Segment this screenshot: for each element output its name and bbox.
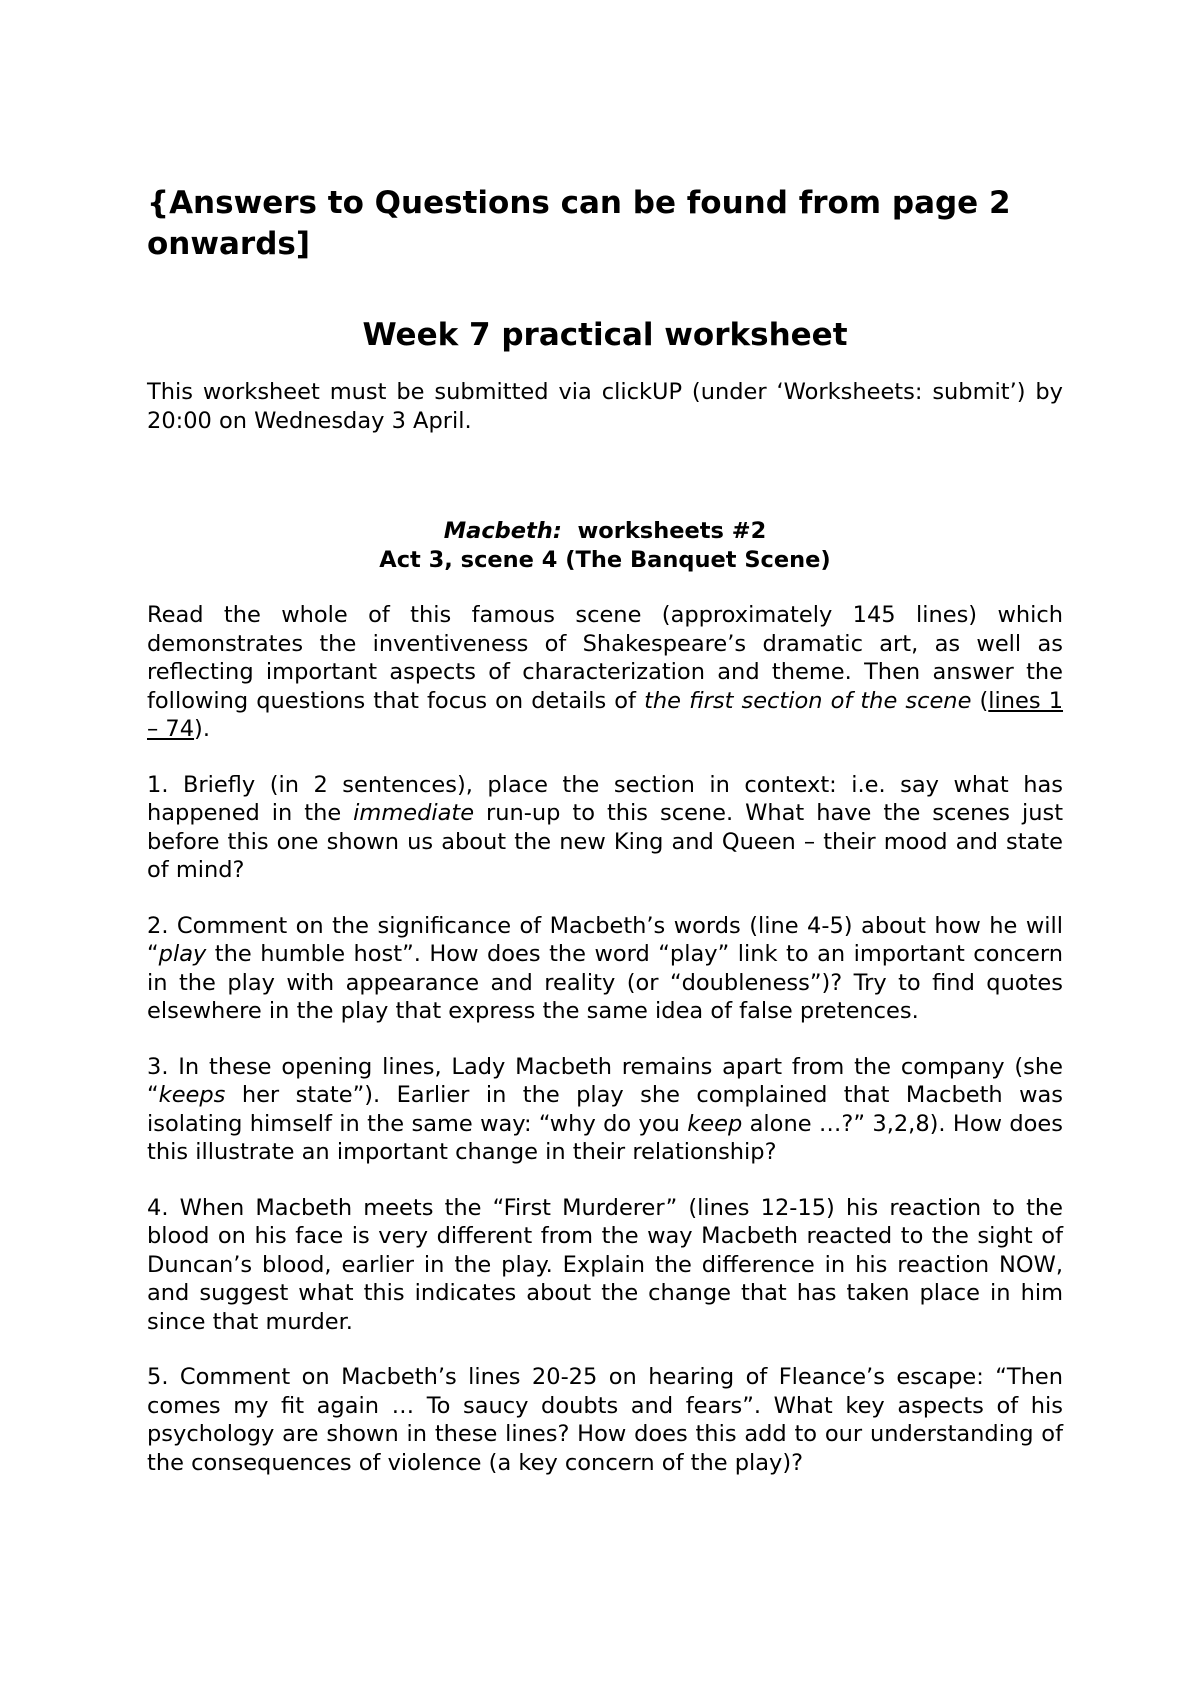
question-text: 1. Briefly (in 2 sentences), place the section in context: i.e. say what has happened in the bbox=[147, 771, 1063, 826]
question-emphasis: keep bbox=[687, 1110, 743, 1137]
question-text: her state”). Earlier in the play she complained that Macbeth was isolating himself in the same way: “why do you bbox=[147, 1082, 1063, 1137]
work-title: Macbeth: bbox=[443, 518, 562, 544]
worksheet-page bbox=[147, 183, 1063, 1477]
section-heading bbox=[147, 517, 1063, 546]
question-text: 4. When Macbeth meets the “First Murderer” (lines 12-15) his reaction to the blood on his face is very different from the way Macbeth reacted to the sight of Duncan’s blood, earlier in the play. Explain the difference in his reaction NOW, and suggest what this indicates about the change that has taken place in him since that murder. bbox=[147, 1194, 1063, 1335]
question-text: alone …?” 3,2,8). How does this illustrate an important change in their relationship? bbox=[147, 1110, 1063, 1165]
instructions-text-2: ( bbox=[971, 687, 989, 714]
page-title: Week 7 practical worksheet bbox=[362, 317, 848, 353]
reading-instructions bbox=[147, 601, 1063, 744]
question-text: 3. In these opening lines, Lady Macbeth remains apart from the company (she “ bbox=[147, 1053, 1063, 1108]
question-text: run-up to this scene. What have the scenes just before this one shown us about the new King and Queen – their mood and state of mind? bbox=[147, 800, 1064, 883]
scene-heading: Act 3, scene 4 (The Banquet Scene) bbox=[379, 547, 831, 573]
question-3 bbox=[147, 1053, 1063, 1167]
question-text: the humble host”. How does the word “play” link to an important concern in the play with appearance and reality (or “doubleness”)? Try to find quotes elsewhere in the play that express the same idea of false pretences. bbox=[147, 941, 1063, 1024]
submission-instructions: This worksheet must be submitted via clickUP (under ‘Worksheets: submit’) by 20:00 on Wednesday 3 April. bbox=[147, 379, 1063, 434]
question-2 bbox=[147, 912, 1063, 1026]
question-text: 5. Comment on Macbeth’s lines 20-25 on hearing of Fleance’s escape: “Then comes my fit again … To saucy doubts and fears”. What key aspects of his psychology are shown in these lines? How does this add to our understanding of the consequences of violence (a key concern of the play)? bbox=[147, 1364, 1063, 1476]
question-list bbox=[147, 771, 1063, 1478]
instructions-emphasis: the first section of the scene bbox=[644, 687, 972, 714]
instructions-text: Read the whole of this famous scene (approximately 145 lines) which demonstrates the inventiveness of Shakespeare’s dramatic art, as well as reflecting important aspects of characterization and theme. Then answer the following questions that focus on details of bbox=[147, 602, 1063, 714]
answers-location-note: {Answers to Questions can be found from page 2 onwards] bbox=[147, 185, 1011, 262]
instructions-text-3: ). bbox=[194, 716, 210, 742]
question-text: 2. Comment on the significance of Macbeth’s words (line 4-5) about how he will “ bbox=[147, 912, 1063, 967]
question-emphasis: play bbox=[158, 941, 207, 967]
lines-reference: lines 1 – 74 bbox=[147, 687, 1064, 742]
question-5 bbox=[147, 1363, 1063, 1477]
question-emphasis: keeps bbox=[158, 1082, 226, 1108]
question-4 bbox=[147, 1194, 1063, 1337]
question-1 bbox=[147, 771, 1063, 885]
worksheet-number: worksheets #2 bbox=[577, 518, 767, 544]
question-emphasis: immediate bbox=[353, 800, 475, 826]
